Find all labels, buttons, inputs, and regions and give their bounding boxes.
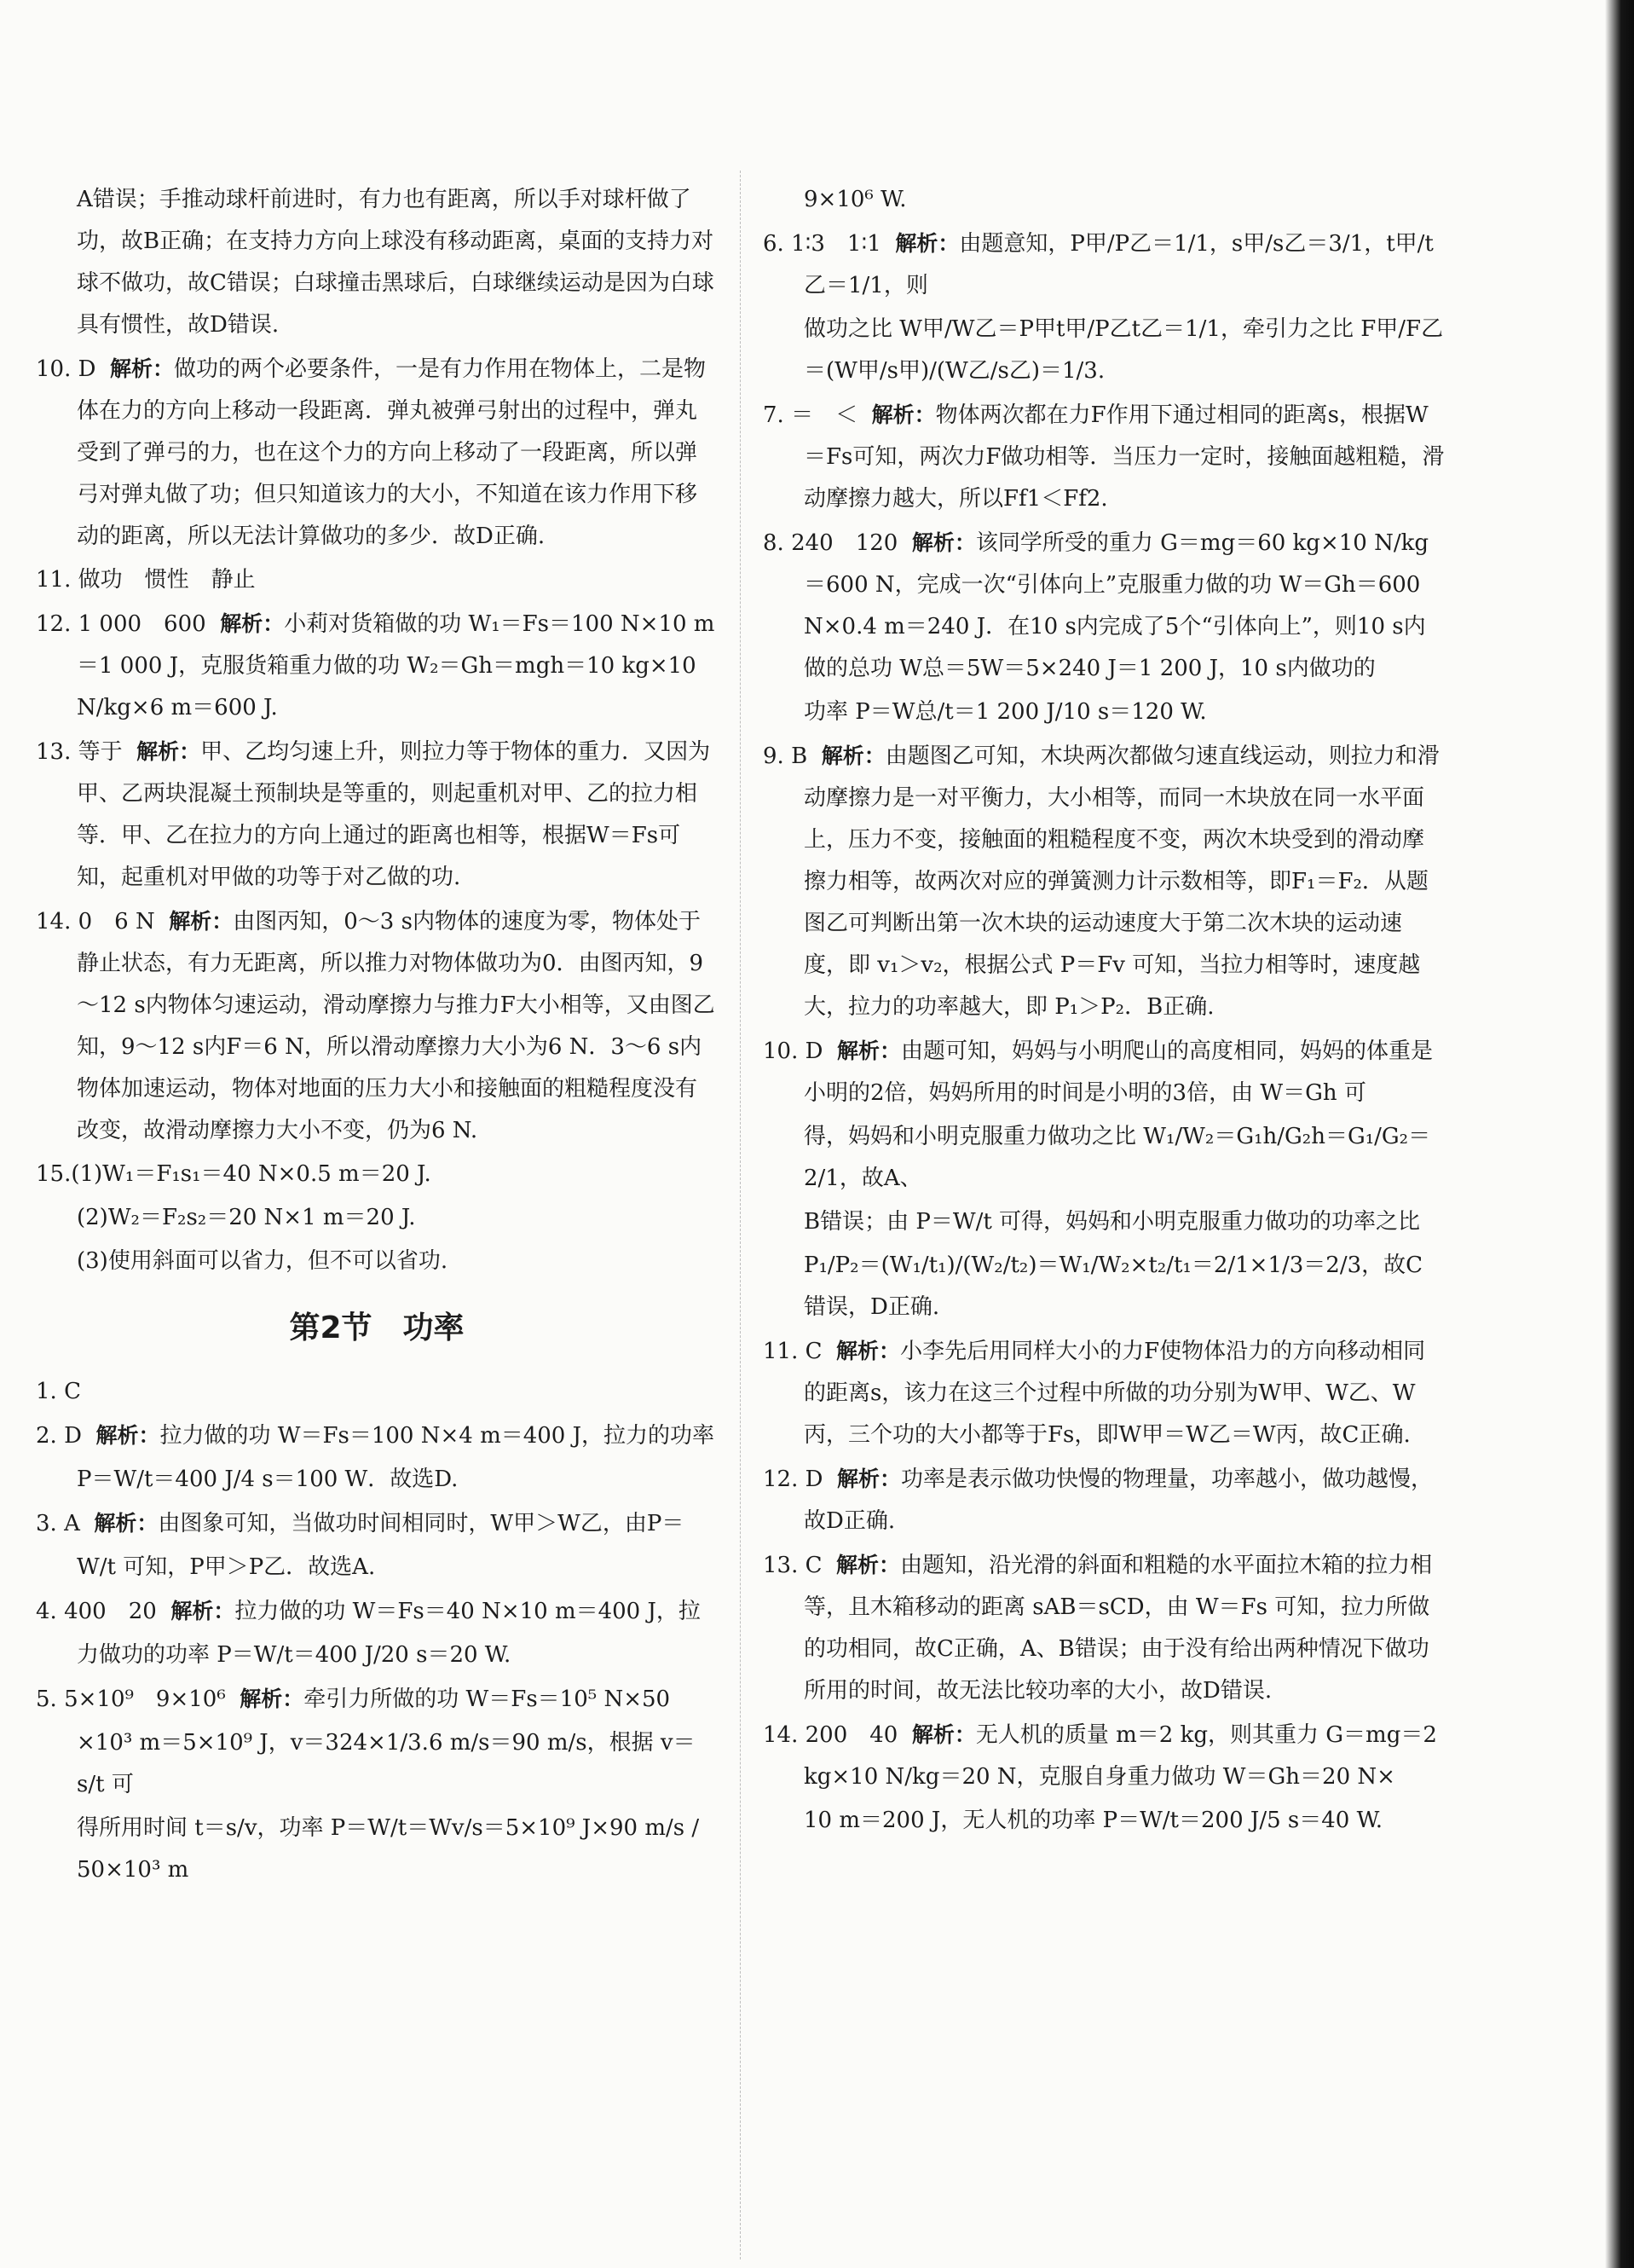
s4-body: 拉力做的功 W＝Fs＝40 N×10 m＝400 J，拉 [234, 1599, 701, 1624]
s2-answer: 2. D [36, 1423, 82, 1449]
s10-equation-3: P₁/P₂＝(W₁/t₁)/(W₂/t₂)＝W₁/W₂×t₂/t₁＝2/1×1/3＝2/3，故C错误，D正确. [804, 1253, 1423, 1320]
page-edge-shadow [1605, 0, 1634, 2268]
q12 [36, 603, 718, 729]
s11 [763, 1330, 1445, 1456]
s13-body: 由题知，沿光滑的斜面和粗糙的水平面拉木箱的拉力相等，且木箱移动的距离 sAB＝sCD，由 W＝Fs 可知，拉力所做的功相同，故C正确，A、B错误；由于没有给出两种情况下做功所用的时间，故无法比较功率的大小，故D错误. [804, 1553, 1433, 1704]
s5-end: 9×10⁶ W. [804, 187, 907, 212]
analysis-label: 解析： [871, 402, 936, 427]
s14 [763, 1714, 1445, 1798]
s5-equation-2: 得所用时间 t＝s/v，功率 P＝W/t＝Wv/s＝5×10⁹ J×90 m/s / 50×10³ m [77, 1815, 700, 1883]
s3-equation: W/t 可知，P甲＞P乙．故选A. [77, 1554, 376, 1580]
analysis-label: 解析： [220, 611, 285, 636]
q12-body: 小莉对货箱做的功 W₁＝Fs＝100 N×10 m＝1 000 J，克服货箱重力做的功 W₂＝Gh＝mgh＝10 kg×10 N/kg×6 m＝600 J. [77, 611, 715, 720]
q10-body: 做功的两个必要条件，一是有力作用在物体上，二是物体在力的方向上移动一段距离．弹丸被弹弓射出的过程中，弹丸受到了弹弓的力，也在这个力的方向上移动了一段距离，所以弹弓对弹丸做了功；但只知道该力的大小，不知道在该力作用下移动的距离，所以无法计算做功的多少．故D正确. [77, 356, 707, 549]
s14-body: 无人机的质量 m＝2 kg，则其重力 G＝mg＝2 kg×10 N/kg＝20 N，克服自身重力做功 W＝Gh＝20 N× [804, 1722, 1437, 1790]
s6-equation: 做功之比 W甲/W乙＝P甲t甲/P乙t乙＝1/1，牵引力之比 F甲/F乙＝(W甲/s甲)/(W乙/s乙)＝1/3. [804, 316, 1444, 384]
analysis-label: 解析： [95, 1423, 160, 1448]
s7-answer: 7. ＝ ＜ [763, 402, 858, 428]
q14-answer: 14. 0 6 N [36, 909, 155, 934]
s13-answer: 13. C [763, 1553, 823, 1578]
s14-answer: 14. 200 40 [763, 1722, 898, 1748]
s9-body: 由题图乙可知，木块两次都做匀速直线运动，则拉力和滑动摩擦力是一对平衡力，大小相等，而同一木块放在同一水平面上，压力不变，接触面的粗糙程度不变，两次木块受到的滑动摩擦力相等，故两次对应的弹簧测力计示数相等，即F₁＝F₂．从题图乙可判断出第一次木块的运动速度大于第二次木块的运动速度，即 v₁＞v₂，根据公式 P＝Fv 可知，当拉力相等时，速度越大，拉力的功率越大，即 P₁＞P₂．B正确. [804, 743, 1440, 1020]
s7 [763, 394, 1445, 520]
s5-body: 牵引力所做的功 W＝Fs＝10⁵ N×50 [303, 1687, 671, 1712]
s3 [36, 1502, 718, 1545]
s8 [763, 522, 1445, 690]
q13 [36, 731, 718, 899]
s13 [763, 1544, 1445, 1712]
s14-equation: 10 m＝200 J，无人机的功率 P＝W/t＝200 J/5 s＝40 W. [804, 1808, 1383, 1833]
s6-answer: 6. 1∶3 1∶1 [763, 231, 881, 257]
s12-answer: 12. D [763, 1467, 823, 1492]
s9-answer: 9. B [763, 743, 808, 769]
analysis-label: 解析： [169, 909, 234, 934]
q10-answer: 10. D [36, 356, 96, 382]
q15-part3: (3)使用斜面可以省力，但不可以省功. [77, 1248, 448, 1274]
s2 [36, 1415, 718, 1457]
s8-answer: 8. 240 120 [763, 530, 898, 556]
analysis-label: 解析： [911, 1722, 976, 1747]
s3-answer: 3. A [36, 1511, 80, 1536]
s11-answer: 11. C [763, 1339, 823, 1364]
q15-part2: (2)W₂＝F₂s₂＝20 N×1 m＝20 J. [77, 1205, 416, 1230]
s10 [763, 1030, 1445, 1114]
q13-body: 甲、乙均匀速上升，则拉力等于物体的重力．又因为甲、乙两块混凝土预制块是等重的，则起重机对甲、乙的拉力相等．甲、乙在拉力的方向上通过的距离也相等，根据W＝Fs可知，起重机对甲做的功等于对乙做的功. [77, 739, 711, 890]
right-column [763, 179, 1445, 1843]
s5-answer: 5. 5×10⁹ 9×10⁶ [36, 1687, 226, 1712]
s6 [763, 223, 1445, 307]
section-title: 第2节 功率 [289, 1310, 465, 1345]
s3-body: 由图象可知，当做功时间相同时，W甲＞W乙，由P＝ [158, 1511, 684, 1536]
analysis-label: 解析： [136, 739, 201, 764]
analysis-label: 解析： [821, 743, 886, 768]
s4-answer: 4. 400 20 [36, 1599, 157, 1624]
q13-answer: 13. 等于 [36, 739, 123, 765]
analysis-label: 解析： [170, 1599, 235, 1623]
q9-continuation: A错误；手推动球杆前进时，有力也有距离，所以手对球杆做了功，故B正确；在支持力方向上球没有移动距离，桌面的支持力对球不做功，故C错误；白球撞击黑球后，白球继续运动是因为白球具有惯性，故D错误. [77, 187, 714, 338]
s10-answer: 10. D [763, 1039, 823, 1064]
q12-answer: 12. 1 000 600 [36, 611, 206, 637]
analysis-label: 解析： [837, 1467, 902, 1491]
s9 [763, 735, 1445, 1028]
analysis-label: 解析： [911, 530, 976, 555]
s4-equation: 力做功的功率 P＝W/t＝400 J/20 s＝20 W. [77, 1642, 511, 1668]
s10-body: 由题可知，妈妈与小明爬山的高度相同，妈妈的体重是小明的2倍，妈妈所用的时间是小明的3倍，由 W＝Gh 可 [804, 1039, 1434, 1106]
s2-body: 拉力做的功 W＝Fs＝100 N×4 m＝400 J，拉力的功率 [159, 1423, 715, 1449]
s2-equation: P＝W/t＝400 J/4 s＝100 W．故选D. [77, 1467, 459, 1492]
s10-equation-2: B错误；由 P＝W/t 可得，妈妈和小明克服重力做功的功率之比 [804, 1209, 1421, 1235]
analysis-label: 解析： [110, 356, 175, 381]
q15-part1: 15.(1)W₁＝F₁s₁＝40 N×0.5 m＝20 J. [36, 1161, 431, 1187]
s6-body: 由题意知，P甲/P乙＝1/1，s甲/s乙＝3/1，t甲/t乙＝1/1，则 [804, 231, 1434, 298]
analysis-label: 解析： [836, 1553, 901, 1577]
q14-body: 由图丙知，0～3 s内物体的速度为零，物体处于静止状态，有力无距离，所以推力对物体做功为0．由图丙知，9～12 s内物体匀速运动，滑动摩擦力与推力F大小相等，又由图乙知，9～12 s内F＝6 N，所以滑动摩擦力大小为6 N．3～6 s内物体加速运动，物体对地面的压力大小和接触面的粗糙程度没有改变，故滑动摩擦力大小不变，仍为6 N. [77, 909, 715, 1143]
s12-body: 功率是表示做功快慢的物理量，功率越小，做功越慢，故D正确. [804, 1467, 1434, 1534]
q14 [36, 900, 718, 1152]
column-divider [740, 171, 741, 2259]
s10-equation-1: 得，妈妈和小明克服重力做功之比 W₁/W₂＝G₁h/G₂h＝G₁/G₂＝2/1，故A、 [804, 1124, 1431, 1191]
s5-equation-1: ×10³ m＝5×10⁹ J，v＝324×1/3.6 m/s＝90 m/s，根据 v＝s/t 可 [77, 1730, 696, 1797]
q11: 11. 做功 惯性 静止 [36, 567, 256, 593]
analysis-label: 解析： [837, 1039, 902, 1063]
left-column [36, 179, 718, 1893]
s8-equation: 功率 P＝W总/t＝1 200 J/10 s＝120 W. [804, 699, 1207, 725]
s12 [763, 1458, 1445, 1542]
analysis-label: 解析： [895, 231, 960, 256]
analysis-label: 解析： [836, 1339, 901, 1363]
s11-body: 小李先后用同样大小的力F使物体沿力的方向移动相同的距离s，该力在这三个过程中所做的功分别为W甲、W乙、W丙，三个功的大小都等于Fs，即W甲＝W乙＝W丙，故C正确. [804, 1339, 1426, 1448]
q10 [36, 348, 718, 558]
s7-body: 物体两次都在力F作用下通过相同的距离s，根据W＝Fs可知，两次力F做功相等．当压力一定时，接触面越粗糙，滑动摩擦力越大，所以Ff1＜Ff2. [804, 402, 1445, 512]
s4 [36, 1590, 718, 1633]
analysis-label: 解析： [94, 1511, 159, 1536]
s8-body: 该同学所受的重力 G＝mg＝60 kg×10 N/kg＝600 N，完成一次“引体向上”克服重力做的功 W＝Gh＝600 N×0.4 m＝240 J．在10 s内完成了5个“引体向上”，则10 s内做的总功 W总＝5W＝5×240 J＝1 200 J，10 s内做功的 [804, 530, 1429, 681]
analysis-label: 解析： [240, 1687, 304, 1711]
s1: 1. C [36, 1379, 81, 1404]
s5 [36, 1678, 718, 1721]
